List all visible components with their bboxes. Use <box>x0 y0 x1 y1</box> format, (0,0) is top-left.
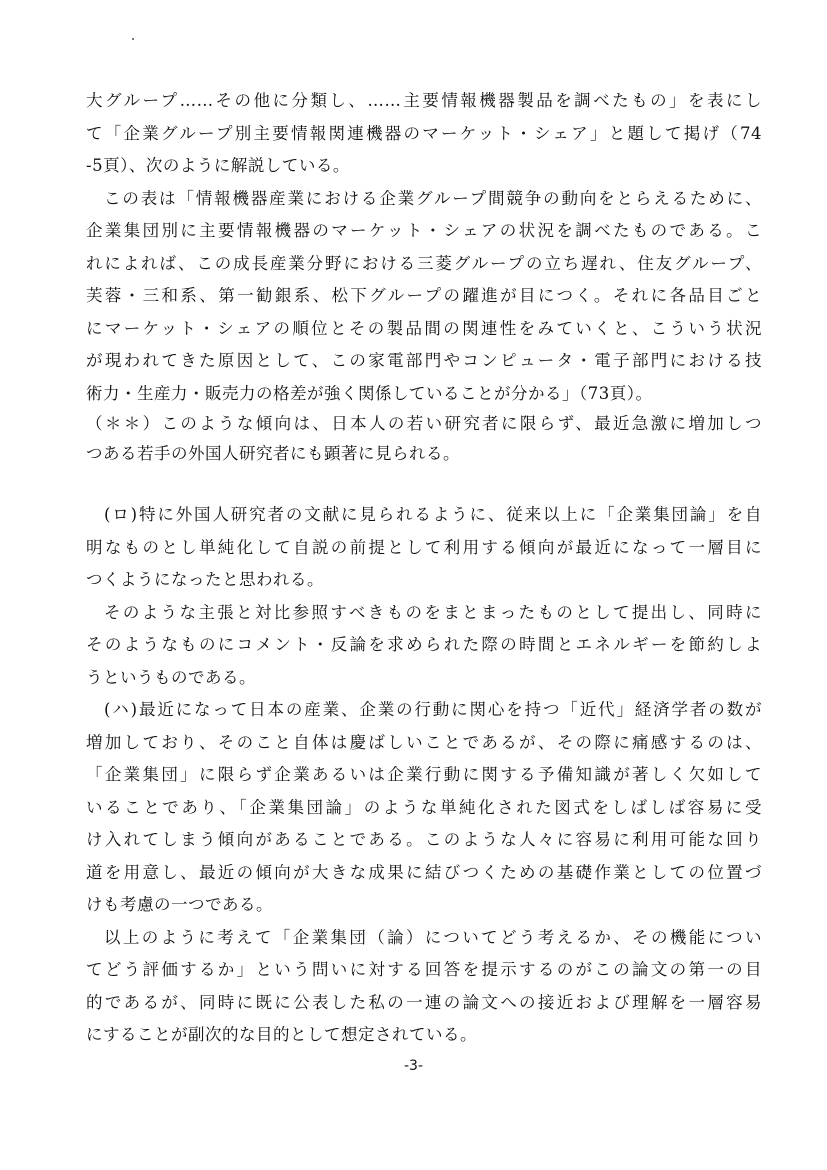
text-line: 的であるが、同時に既に公表した私の一連の論文への接近および理解を一層容易 <box>86 993 762 1012</box>
text-line: 明なものとし単純化して自説の前提として利用する傾向が最近になって一層目に <box>86 538 762 557</box>
text-line: にマーケット・シェアの順位とその製品間の関連性をみていくと、こういう状況 <box>86 319 762 338</box>
text-line: けも考慮の一つである。 <box>86 895 273 914</box>
text-line: 術力・生産力・販売力の格差が強く関係していることが分かる」（73頁）。 <box>86 384 653 403</box>
text-line: 企業集団別に主要情報機器のマーケット・シェアの状況を調べたものである。こ <box>86 221 762 240</box>
footnote-line: （＊＊）このような傾向は、日本人の若い研究者に限らず、最近急激に増加しつ <box>86 414 762 433</box>
text-line: 大グループ……その他に分類し、……主要情報機器製品を調べたもの」を表にし <box>86 91 762 110</box>
text-line: そのような主張と対比参照すべきものをまとまったものとして提出し、同時に <box>104 603 762 622</box>
text-line: この表は「情報機器産業における企業グループ間競争の動向をとらえるために、 <box>104 189 762 208</box>
text-line: 以上のように考えて「企業集団（論）についてどう考えるか、その機能につい <box>104 928 762 947</box>
text-line: うというものである。 <box>86 668 256 687</box>
page-number: -3- <box>403 1058 423 1074</box>
text-line: いることであり、「企業集団論」のような単純化された図式をしばしば容易に受 <box>86 798 762 817</box>
text-line: 増加しており、そのこと自体は慶ばしいことであるが、その際に痛感するのは、 <box>86 733 762 752</box>
footnote-line: つある若手の外国人研究者にも顕著に見られる。 <box>86 444 460 463</box>
text-line: 芙蓉・三和系、第一勧銀系、松下グループの躍進が目につく。それに各品目ごと <box>86 286 762 305</box>
text-line: そのようなものにコメント・反論を求められた際の時間とエネルギーを節約しよ <box>86 635 762 654</box>
text-line: にすることが副次的な目的として想定されている。 <box>86 1025 477 1044</box>
text-line: け入れてしまう傾向があることである。このような人々に容易に利用可能な回り <box>86 830 762 849</box>
text-line: 「企業集団」に限らず企業あるいは企業行動に関する予備知識が著しく欠如して <box>86 765 762 784</box>
text-line: 道を用意し、最近の傾向が大きな成果に結びつくための基礎作業としての位置づ <box>86 863 762 882</box>
text-line: てどう評価するか」という問いに対する回答を提示するのがこの論文の第一の目 <box>86 960 762 979</box>
scan-speck <box>132 38 134 40</box>
text-line: て「企業グループ別主要情報関連機器のマーケット・シェア」と題して掲げ（74 <box>86 124 762 143</box>
text-line: -5頁）、次のように解説している。 <box>86 156 350 175</box>
text-line: (ロ)特に外国人研究者の文献に見られるように、従来以上に「企業集団論」を自 <box>104 505 762 524</box>
text-line: れによれば、この成長産業分野における三菱グループの立ち遅れ、住友グループ、 <box>86 254 762 273</box>
text-line: つくようになったと思われる。 <box>86 570 324 589</box>
text-line: が現われてきた原因として、この家電部門やコンピュータ・電子部門における技 <box>86 351 762 370</box>
text-line: (ハ)最近になって日本の産業、企業の行動に関心を持つ「近代」経済学者の数が <box>104 700 762 719</box>
